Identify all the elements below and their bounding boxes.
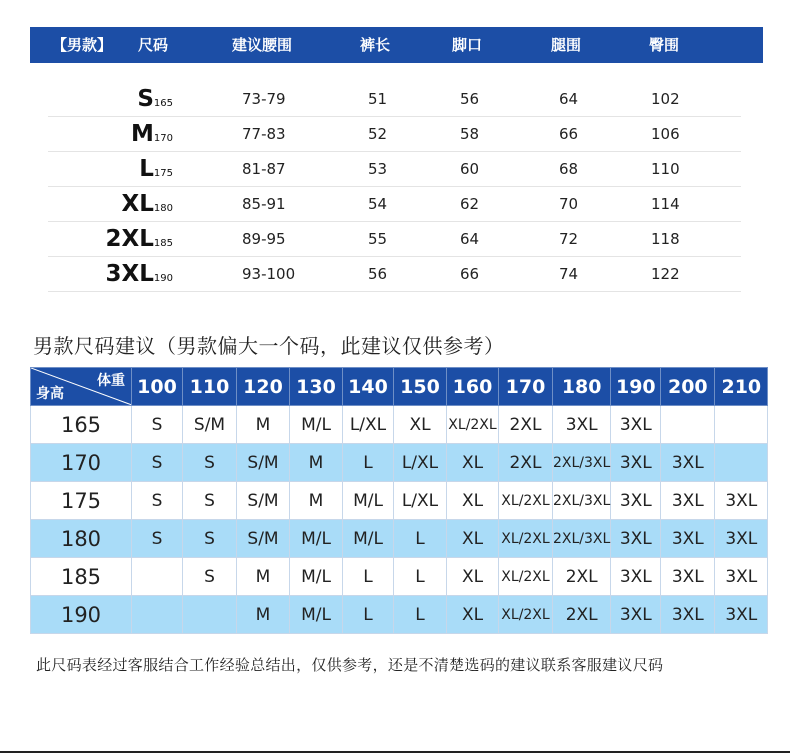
size-thigh-value: 68 — [559, 160, 579, 178]
recommended-size-cell: L — [394, 558, 447, 596]
recommended-size-cell: S/M — [237, 444, 290, 482]
size-height: 175 — [153, 168, 173, 179]
recommended-size-cell: XL — [447, 520, 499, 558]
recommend-body — [31, 406, 768, 634]
size-hem-value: 60 — [460, 160, 480, 178]
recommended-size-cell: XL/2XL — [447, 406, 499, 444]
recommended-size-cell: 3XL — [611, 520, 661, 558]
recommended-size-cell: L — [343, 444, 394, 482]
size-hip-value: 114 — [651, 195, 680, 213]
height-label: 170 — [31, 444, 132, 482]
size-length-value: 52 — [368, 125, 388, 143]
header-size: 尺码 — [138, 36, 169, 54]
recommended-size-cell: 3XL — [715, 596, 768, 634]
size-hem-value: 58 — [460, 125, 480, 143]
recommended-size-cell: XL — [447, 596, 499, 634]
recommended-size-cell: S — [132, 482, 183, 520]
size-row — [48, 187, 741, 222]
recommended-size-cell: S — [132, 406, 183, 444]
size-label — [137, 82, 173, 121]
recommended-size-cell: M — [290, 482, 343, 520]
size-hem-value: 56 — [460, 90, 480, 108]
recommended-size-cell: M/L — [290, 558, 343, 596]
recommended-size-cell: 3XL — [661, 444, 715, 482]
size-code: 2XL — [105, 226, 154, 252]
size-hip-value: 102 — [651, 90, 680, 108]
size-code: M — [131, 121, 154, 147]
size-label — [106, 222, 174, 261]
weight-header: 110 — [183, 368, 237, 406]
recommended-size-cell: 3XL — [661, 482, 715, 520]
recommend-row — [31, 520, 768, 558]
recommend-header-row — [31, 368, 768, 406]
recommended-size-cell: 3XL — [715, 558, 768, 596]
recommended-size-cell: S — [132, 444, 183, 482]
recommended-size-cell: L/XL — [394, 444, 447, 482]
size-waist-value: 89-95 — [242, 230, 286, 248]
header-length: 裤长 — [360, 36, 391, 54]
size-hip-value: 106 — [651, 125, 680, 143]
recommended-size-cell: XL — [394, 406, 447, 444]
size-height: 170 — [153, 133, 173, 144]
recommended-size-cell: 2XL/3XL — [553, 482, 611, 520]
size-thigh-value: 72 — [559, 230, 579, 248]
recommended-size-cell: 3XL — [611, 406, 661, 444]
recommended-size-cell — [715, 406, 768, 444]
size-waist-value: 73-79 — [242, 90, 286, 108]
weight-header: 210 — [715, 368, 768, 406]
recommended-size-cell: 3XL — [611, 482, 661, 520]
recommended-size-cell: M/L — [290, 596, 343, 634]
size-height: 165 — [153, 98, 173, 109]
recommended-size-cell: 3XL — [661, 520, 715, 558]
header-gender: 【男款】 — [52, 36, 113, 54]
recommended-size-cell: 3XL — [611, 596, 661, 634]
weight-header: 170 — [499, 368, 553, 406]
recommended-size-cell: S/M — [237, 520, 290, 558]
size-hip-value: 118 — [651, 230, 680, 248]
recommended-size-cell: M/L — [290, 520, 343, 558]
size-measurement-table — [30, 27, 763, 287]
size-thigh-value: 70 — [559, 195, 579, 213]
recommended-size-cell: 2XL/3XL — [553, 520, 611, 558]
size-waist-value: 77-83 — [242, 125, 286, 143]
recommended-size-cell: L — [343, 596, 394, 634]
recommended-size-cell: L/XL — [343, 406, 394, 444]
height-label: 185 — [31, 558, 132, 596]
recommended-size-cell — [132, 596, 183, 634]
recommended-size-cell: L — [394, 596, 447, 634]
size-length-value: 51 — [368, 90, 388, 108]
recommended-size-cell: 3XL — [553, 406, 611, 444]
size-hem-value: 64 — [460, 230, 480, 248]
recommended-size-cell: 3XL — [661, 596, 715, 634]
weight-header: 150 — [394, 368, 447, 406]
recommended-size-cell: 3XL — [661, 558, 715, 596]
size-row — [48, 117, 741, 152]
size-length-value: 56 — [368, 265, 388, 283]
corner-height-label: 身高 — [36, 386, 64, 402]
recommended-size-cell: M/L — [343, 482, 394, 520]
size-waist-value: 85-91 — [242, 195, 286, 213]
weight-header: 160 — [447, 368, 499, 406]
size-label — [131, 117, 173, 156]
recommend-row — [31, 444, 768, 482]
height-label: 190 — [31, 596, 132, 634]
recommended-size-cell: XL/2XL — [499, 596, 553, 634]
size-code: 3XL — [105, 261, 154, 287]
recommended-size-cell — [132, 558, 183, 596]
size-label — [139, 152, 173, 191]
size-code: S — [137, 86, 154, 112]
recommended-size-cell: S/M — [237, 482, 290, 520]
recommended-size-cell: 2XL — [499, 406, 553, 444]
size-thigh-value: 74 — [559, 265, 579, 283]
size-height: 185 — [153, 238, 173, 249]
size-waist-value: 81-87 — [242, 160, 286, 178]
recommended-size-cell: 3XL — [715, 520, 768, 558]
size-table-header — [30, 27, 763, 63]
recommend-row — [31, 558, 768, 596]
recommended-size-cell: XL — [447, 482, 499, 520]
size-hip-value: 110 — [651, 160, 680, 178]
size-recommend-table — [30, 367, 768, 634]
recommended-size-cell: S — [183, 444, 237, 482]
weight-header: 180 — [553, 368, 611, 406]
size-hem-value: 66 — [460, 265, 480, 283]
recommended-size-cell: 3XL — [715, 482, 768, 520]
recommended-size-cell: XL — [447, 444, 499, 482]
recommended-size-cell: S — [132, 520, 183, 558]
weight-header: 120 — [237, 368, 290, 406]
corner-cell — [31, 368, 132, 406]
height-label: 165 — [31, 406, 132, 444]
size-thigh-value: 64 — [559, 90, 579, 108]
recommended-size-cell: L — [394, 520, 447, 558]
recommended-size-cell: M — [237, 596, 290, 634]
size-height: 180 — [153, 203, 173, 214]
size-length-value: 55 — [368, 230, 388, 248]
size-height: 190 — [153, 273, 173, 284]
recommended-size-cell — [183, 596, 237, 634]
size-label — [122, 187, 173, 226]
size-row — [48, 152, 741, 187]
header-thigh: 腿围 — [551, 36, 582, 54]
recommend-row — [31, 596, 768, 634]
recommended-size-cell: M — [237, 558, 290, 596]
recommended-size-cell: S/M — [183, 406, 237, 444]
footnote: 此尺码表经过客服结合工作经验总结出，仅供参考，还是不清楚选码的建议联系客服建议尺码 — [36, 656, 664, 674]
size-length-value: 53 — [368, 160, 388, 178]
weight-header: 100 — [132, 368, 183, 406]
weight-header: 200 — [661, 368, 715, 406]
recommended-size-cell: S — [183, 520, 237, 558]
weight-header: 190 — [611, 368, 661, 406]
recommended-size-cell: M — [290, 444, 343, 482]
header-waist: 建议腰围 — [232, 36, 293, 54]
recommended-size-cell: XL/2XL — [499, 558, 553, 596]
bottom-divider — [0, 751, 790, 753]
size-label — [106, 257, 174, 296]
size-row — [48, 82, 741, 117]
size-code: L — [139, 156, 154, 182]
recommended-size-cell: XL — [447, 558, 499, 596]
size-code: XL — [121, 191, 154, 217]
height-label: 175 — [31, 482, 132, 520]
size-row — [48, 222, 741, 257]
recommended-size-cell: M/L — [343, 520, 394, 558]
recommended-size-cell: M — [237, 406, 290, 444]
recommended-size-cell: XL/2XL — [499, 520, 553, 558]
recommended-size-cell: XL/2XL — [499, 482, 553, 520]
weight-header: 130 — [290, 368, 343, 406]
size-table-body — [48, 82, 741, 292]
corner-weight-label: 体重 — [97, 373, 125, 389]
recommend-row — [31, 482, 768, 520]
recommended-size-cell: 3XL — [611, 444, 661, 482]
recommended-size-cell: S — [183, 482, 237, 520]
size-waist-value: 93-100 — [242, 265, 296, 283]
recommended-size-cell: M/L — [290, 406, 343, 444]
weight-header: 140 — [343, 368, 394, 406]
recommended-size-cell: 2XL/3XL — [553, 444, 611, 482]
recommended-size-cell: L/XL — [394, 482, 447, 520]
header-hem: 脚口 — [452, 36, 483, 54]
size-length-value: 54 — [368, 195, 388, 213]
size-hip-value: 122 — [651, 265, 680, 283]
recommended-size-cell: S — [183, 558, 237, 596]
size-row — [48, 257, 741, 292]
recommended-size-cell: 3XL — [611, 558, 661, 596]
recommended-size-cell — [661, 406, 715, 444]
recommended-size-cell: 2XL — [553, 558, 611, 596]
recommended-size-cell: L — [343, 558, 394, 596]
height-label: 180 — [31, 520, 132, 558]
recommend-row — [31, 406, 768, 444]
recommended-size-cell: 2XL — [499, 444, 553, 482]
recommend-title: 男款尺码建议（男款偏大一个码，此建议仅供参考） — [33, 334, 505, 358]
recommended-size-cell: 2XL — [553, 596, 611, 634]
size-thigh-value: 66 — [559, 125, 579, 143]
recommended-size-cell — [715, 444, 768, 482]
header-hip: 臀围 — [649, 36, 680, 54]
size-hem-value: 62 — [460, 195, 480, 213]
